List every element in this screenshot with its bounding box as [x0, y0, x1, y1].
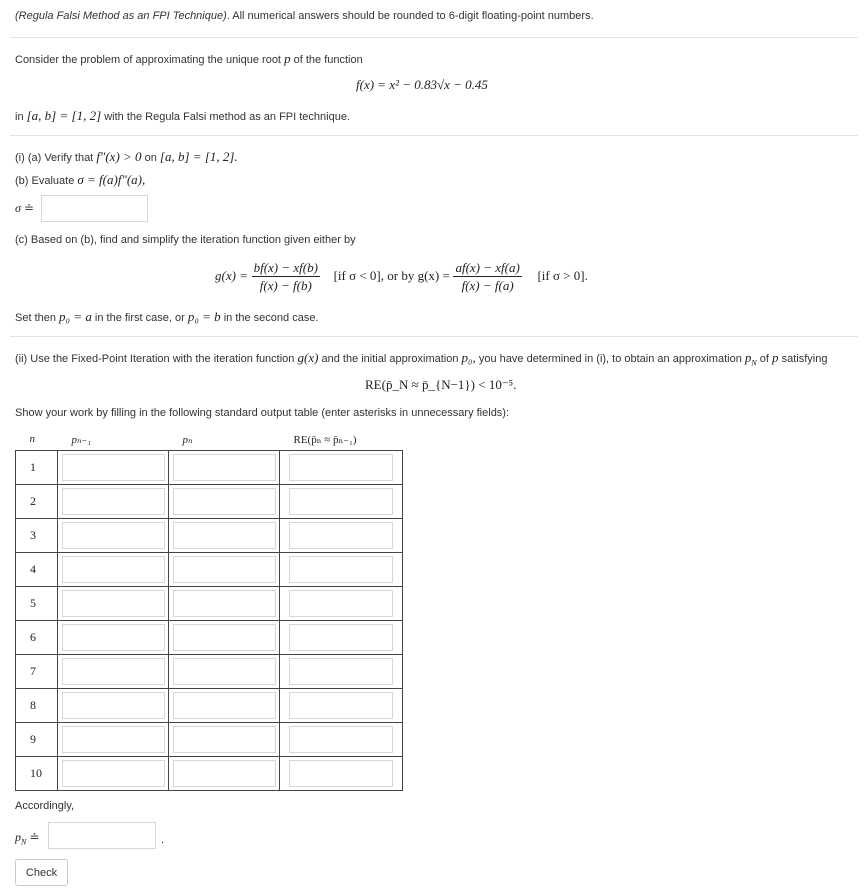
part-c-text: (c) Based on (b), find and simplify the iteration function given either by — [15, 234, 356, 246]
row-index: 7 — [16, 654, 58, 688]
table-row — [16, 654, 403, 688]
table-cell — [169, 722, 280, 756]
table-row — [16, 620, 403, 654]
a-interval: [a, b] = [1, 2]. — [159, 149, 238, 164]
table-cell — [280, 518, 403, 552]
show-work-text: Show your work by filling in the following standard output table (enter asterisks in unnecessary fields): — [15, 407, 510, 419]
row-index: 6 — [16, 620, 58, 654]
intro-line — [15, 10, 594, 22]
g-lhs: g(x) = — [215, 267, 248, 283]
table-cell — [280, 586, 403, 620]
re-input[interactable] — [289, 692, 393, 719]
iteration-formula — [215, 259, 588, 294]
second-case-text: in the second case. — [223, 312, 319, 324]
fraction-2-denominator: f(x) − f(a) — [461, 278, 514, 293]
table-cell — [58, 756, 169, 790]
table-cell — [58, 722, 169, 756]
table-cell — [58, 484, 169, 518]
p-n-input[interactable] — [173, 760, 276, 787]
p-n-input[interactable] — [173, 658, 276, 685]
part-ii-text-2: and the initial approximation — [321, 353, 459, 365]
pN: p — [744, 350, 752, 365]
table-row — [16, 552, 403, 586]
row-index: 10 — [16, 756, 58, 790]
table-cell — [280, 756, 403, 790]
output-table — [15, 429, 403, 791]
re-input[interactable] — [289, 522, 393, 549]
approx-symbol: ≐ — [29, 830, 40, 844]
pN-subscript: N — [751, 358, 757, 368]
table-cell — [58, 620, 169, 654]
fraction-2-numerator: af(x) − xf(a) — [455, 260, 520, 275]
re-input[interactable] — [289, 590, 393, 617]
re-input[interactable] — [289, 760, 393, 787]
p-prev-input[interactable] — [62, 692, 165, 719]
g-of-x: g(x) — [297, 350, 319, 365]
pN-input[interactable] — [48, 822, 156, 849]
stopping-criterion: RE(p̄_N ≈ p̄_{N−1}) < 10⁻⁵. — [365, 377, 517, 392]
table-row — [16, 688, 403, 722]
part-ii-text-3: you have determined in (i), to obtain an approximation — [478, 353, 742, 365]
p-n-input[interactable] — [173, 556, 276, 583]
first-case-text: in the first case, or — [94, 312, 185, 324]
table-row — [16, 450, 403, 484]
table-cell — [169, 586, 280, 620]
fraction-2 — [453, 259, 521, 294]
condition-text-2: [if σ > 0]. — [537, 267, 588, 283]
p-n-input[interactable] — [173, 624, 276, 651]
sigma-expr: σ = f(a)f″(a), — [77, 172, 146, 187]
table-cell — [169, 654, 280, 688]
accordingly-text: Accordingly, — [15, 800, 75, 812]
divider — [10, 135, 858, 136]
re-input[interactable] — [289, 726, 393, 753]
part-ii-text-1: (ii) Use the Fixed-Point Iteration with the iteration function — [15, 353, 295, 365]
row-index: 9 — [16, 722, 58, 756]
table-cell — [169, 552, 280, 586]
p-prev-input[interactable] — [62, 658, 165, 685]
table-cell — [280, 620, 403, 654]
fraction-1 — [252, 259, 320, 294]
check-button[interactable]: Check — [15, 859, 68, 886]
table-cell — [169, 518, 280, 552]
table-row — [16, 518, 403, 552]
table-body — [16, 450, 403, 790]
p0: p₀, — [461, 350, 476, 365]
p-prev-input[interactable] — [62, 522, 165, 549]
divider — [10, 37, 858, 38]
in-text: in — [15, 111, 24, 123]
table-cell — [169, 756, 280, 790]
row-index: 5 — [16, 586, 58, 620]
p-prev-input[interactable] — [62, 726, 165, 753]
re-input[interactable] — [289, 556, 393, 583]
table-cell — [280, 450, 403, 484]
table-cell — [280, 722, 403, 756]
p-var: p — [772, 350, 779, 365]
table-row — [16, 484, 403, 518]
table-cell — [280, 552, 403, 586]
function-display: f(x) = x² − 0.83√x − 0.45 — [356, 77, 488, 92]
header-re: RE(p̄ₙ ≈ p̄ₙ₋₁) — [293, 433, 357, 446]
condition-text-1: [if σ < 0], or by g(x) = — [333, 267, 450, 283]
table-header-row — [16, 429, 403, 450]
p-prev-input[interactable] — [62, 556, 165, 583]
table-cell — [169, 484, 280, 518]
period: . — [161, 834, 165, 846]
p-prev-input[interactable] — [62, 760, 165, 787]
interval: [a, b] = [1, 2] — [26, 108, 102, 123]
sigma-input[interactable] — [41, 195, 148, 222]
p-n-input[interactable] — [173, 726, 276, 753]
table-cell — [280, 484, 403, 518]
p-prev-input[interactable] — [62, 488, 165, 515]
row-index: 2 — [16, 484, 58, 518]
fraction-1-numerator: bf(x) − xf(b) — [253, 260, 318, 275]
re-input[interactable] — [289, 658, 393, 685]
table-cell — [280, 654, 403, 688]
divider — [10, 336, 858, 337]
on-text: on — [144, 152, 157, 164]
table-cell — [169, 688, 280, 722]
re-input[interactable] — [289, 624, 393, 651]
p-prev-input[interactable] — [62, 590, 165, 617]
pN-label-subscript: N — [21, 837, 27, 847]
table-cell — [280, 688, 403, 722]
p0-equals-a: p₀ = a — [59, 309, 92, 324]
table-cell — [58, 518, 169, 552]
row-index: 8 — [16, 688, 58, 722]
p-n-input[interactable] — [173, 692, 276, 719]
p-n-input[interactable] — [173, 522, 276, 549]
table-row — [16, 722, 403, 756]
p-prev-input[interactable] — [62, 454, 165, 481]
table-cell — [58, 586, 169, 620]
table-row — [16, 586, 403, 620]
consider-text: Consider the problem of approximating the unique root — [15, 54, 281, 66]
p0-equals-b: p₀ = b — [187, 309, 221, 324]
part-ii-text — [15, 350, 827, 368]
table-cell — [58, 654, 169, 688]
table-cell — [58, 688, 169, 722]
problem-consider — [15, 51, 363, 67]
table-cell — [169, 620, 280, 654]
intro-title: (Regula Falsi Method as an FPI Technique) — [15, 10, 227, 22]
pN-label — [15, 830, 39, 846]
re-input[interactable] — [289, 454, 393, 481]
header-p-n: pₙ — [182, 433, 193, 446]
part-ii-text-4: of — [759, 353, 769, 365]
of-function-text: of the function — [293, 54, 363, 66]
intro-rest: . All numerical answers should be rounded to 6-digit floating-point numbers. — [226, 10, 594, 22]
root-var: p — [284, 51, 291, 66]
sigma-label: σ ≐ — [15, 201, 34, 215]
set-then-text: Set then — [15, 312, 56, 324]
p-n-input[interactable] — [173, 488, 276, 515]
problem-interval-line — [15, 108, 350, 124]
part-b-label: (b) Evaluate — [15, 175, 75, 187]
pN-label-var: p — [15, 830, 21, 844]
part-i-a — [15, 149, 238, 165]
header-p-prev: pₙ₋₁ — [71, 433, 92, 446]
p-n-input[interactable] — [173, 590, 276, 617]
fpp-expr: f″(x) > 0 — [96, 149, 142, 164]
row-index: 3 — [16, 518, 58, 552]
row-index: 1 — [16, 450, 58, 484]
method-text: with the Regula Falsi method as an FPI technique. — [104, 111, 351, 123]
table-cell — [58, 552, 169, 586]
table-cell — [169, 450, 280, 484]
table-cell — [58, 450, 169, 484]
header-n: n — [29, 433, 35, 446]
row-index: 4 — [16, 552, 58, 586]
re-input[interactable] — [289, 488, 393, 515]
p-n-input[interactable] — [173, 454, 276, 481]
part-a-label: (i) (a) Verify that — [15, 152, 94, 164]
part-ii-text-5: satisfying — [781, 353, 828, 365]
table-row — [16, 756, 403, 790]
set-p0-line — [15, 309, 319, 325]
part-i-b — [15, 172, 145, 188]
fraction-1-denominator: f(x) − f(b) — [259, 278, 312, 293]
p-prev-input[interactable] — [62, 624, 165, 651]
